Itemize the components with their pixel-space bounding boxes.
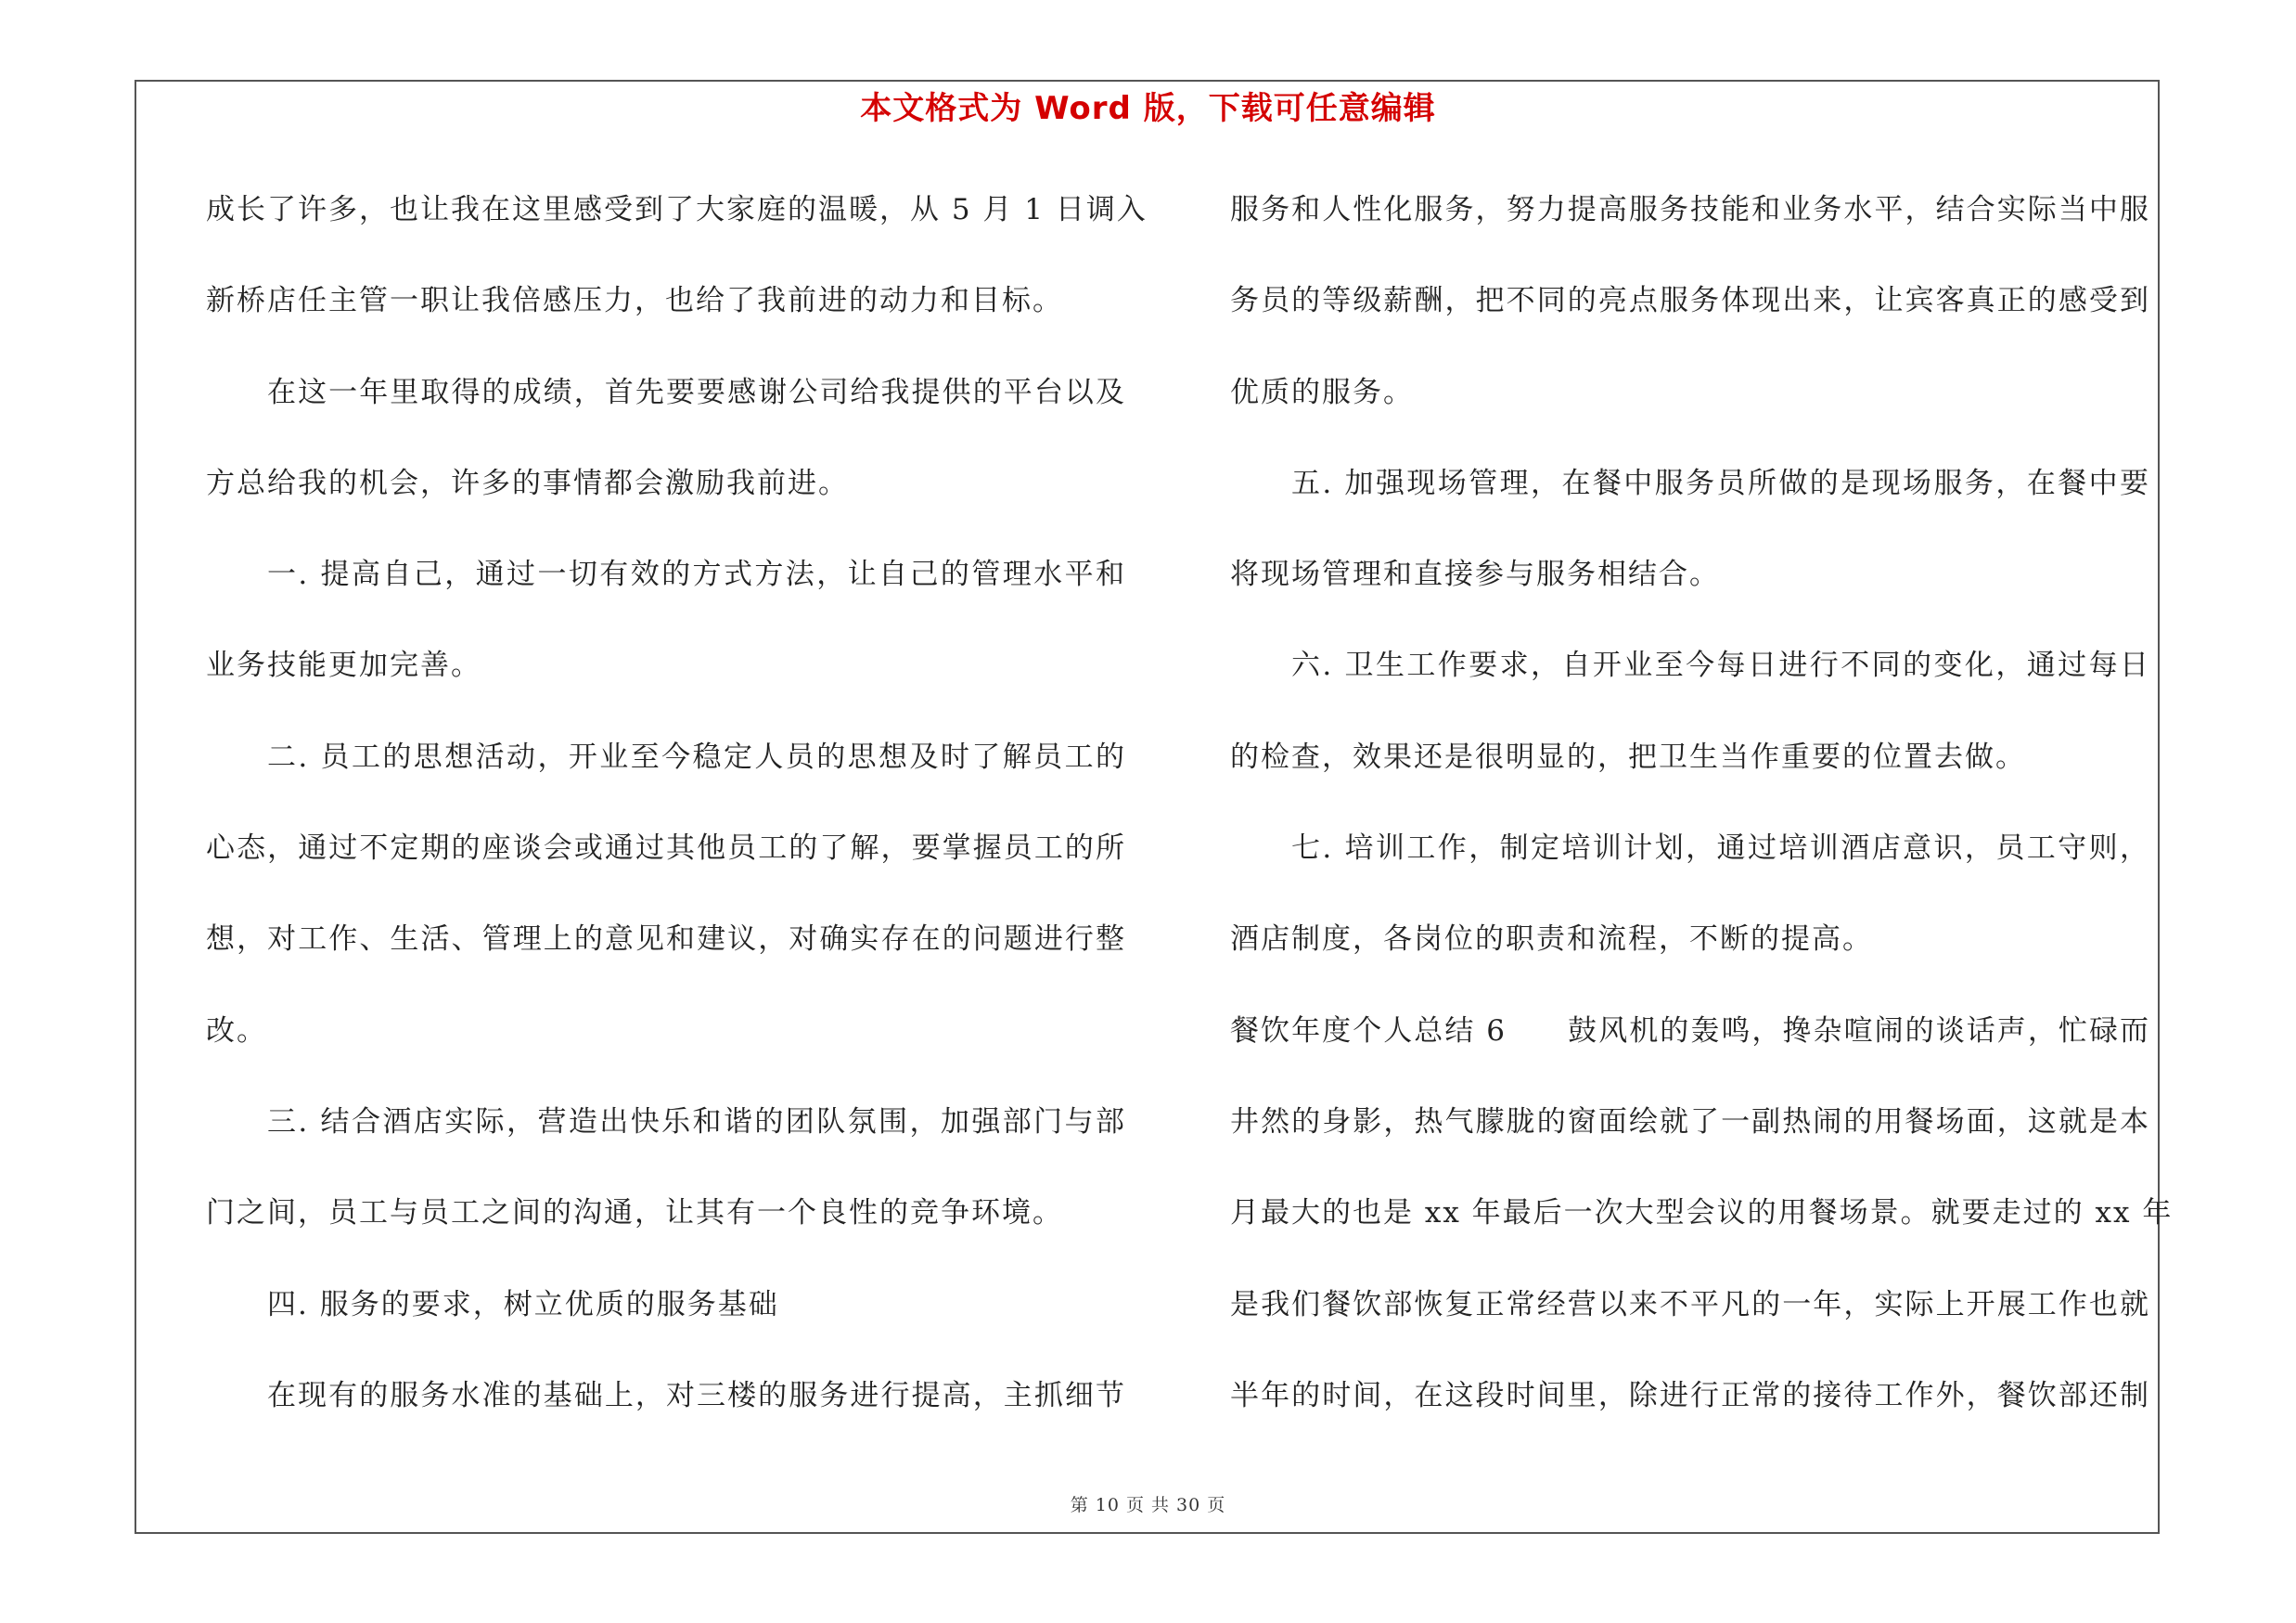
- paragraph-line: 是我们餐饮部恢复正常经营以来不平凡的一年，实际上开展工作也就: [1230, 1287, 2150, 1321]
- section-heading-line: 四. 服务的要求，树立优质的服务基础: [267, 1287, 779, 1321]
- paragraph-line: 一. 提高自己，通过一切有效的方式方法，让自己的管理水平和: [267, 558, 1126, 592]
- page-number-footer: 第 10 页 共 30 页: [1070, 1495, 1226, 1515]
- paragraph-line: 服务和人性化服务，努力提高服务技能和业务水平，结合实际当中服: [1230, 193, 2150, 226]
- paragraph-line: 将现场管理和直接参与服务相结合。: [1230, 558, 1720, 592]
- article-title-line: 餐饮年度个人总结 6 鼓风机的轰鸣，搀杂喧闹的谈话声，忙碌而: [1230, 1013, 2150, 1048]
- paragraph-line: 井然的身影，热气朦胧的窗面绘就了一副热闹的用餐场面，这就是本: [1230, 1104, 2150, 1139]
- paragraph-line: 月最大的也是 xx 年最后一次大型会议的用餐场景。就要走过的 xx 年: [1230, 1196, 2174, 1230]
- paragraph-line: 方总给我的机会，许多的事情都会激励我前进。: [206, 466, 849, 500]
- paragraph-line: 的检查，效果还是很明显的，把卫生当作重要的位置去做。: [1230, 740, 2026, 774]
- paragraph-line: 半年的时间，在这段时间里，除进行正常的接待工作外，餐饮部还制: [1230, 1378, 2150, 1412]
- paragraph-line: 想，对工作、生活、管理上的意见和建议，对确实存在的问题进行整: [206, 922, 1126, 957]
- paragraph-line: 七. 培训工作，制定培训计划，通过培训酒店意识，员工守则，: [1291, 831, 2150, 866]
- paragraph-line: 二. 员工的思想活动，开业至今稳定人员的思想及时了解员工的: [267, 740, 1126, 774]
- paragraph-line: 成长了许多，也让我在这里感受到了大家庭的温暖，从 5 月 1 日调入: [206, 193, 1148, 226]
- paragraph-line: 优质的服务。: [1230, 375, 1414, 409]
- paragraph-line: 在现有的服务水准的基础上，对三楼的服务进行提高，主抓细节: [267, 1378, 1126, 1412]
- paragraph-line: 三. 结合酒店实际，营造出快乐和谐的团队氛围，加强部门与部: [267, 1104, 1126, 1139]
- paragraph-line: 六. 卫生工作要求，自开业至今每日进行不同的变化，通过每日: [1291, 649, 2150, 683]
- paragraph-line: 心态，通过不定期的座谈会或通过其他员工的了解，要掌握员工的所: [206, 831, 1126, 866]
- paragraph-line: 五. 加强现场管理，在餐中服务员所做的是现场服务，在餐中要: [1291, 466, 2150, 500]
- paragraph-line: 业务技能更加完善。: [206, 649, 481, 683]
- paragraph-line: 务员的等级薪酬，把不同的亮点服务体现出来，让宾客真正的感受到: [1230, 284, 2150, 318]
- paragraph-line: 改。: [206, 1013, 267, 1048]
- format-banner: 本文格式为 Word 版，下载可任意编辑: [860, 90, 1436, 127]
- right-text-column: [1230, 182, 2174, 1459]
- paragraph-line: 门之间，员工与员工之间的沟通，让其有一个良性的竞争环境。: [206, 1196, 1063, 1230]
- paragraph-line: 在这一年里取得的成绩，首先要要感谢公司给我提供的平台以及: [267, 375, 1126, 409]
- left-text-column: [206, 182, 1148, 1459]
- paragraph-line: 酒店制度，各岗位的职责和流程，不断的提高。: [1230, 922, 1873, 957]
- paragraph-line: 新桥店任主管一职让我倍感压力，也给了我前进的动力和目标。: [206, 284, 1063, 318]
